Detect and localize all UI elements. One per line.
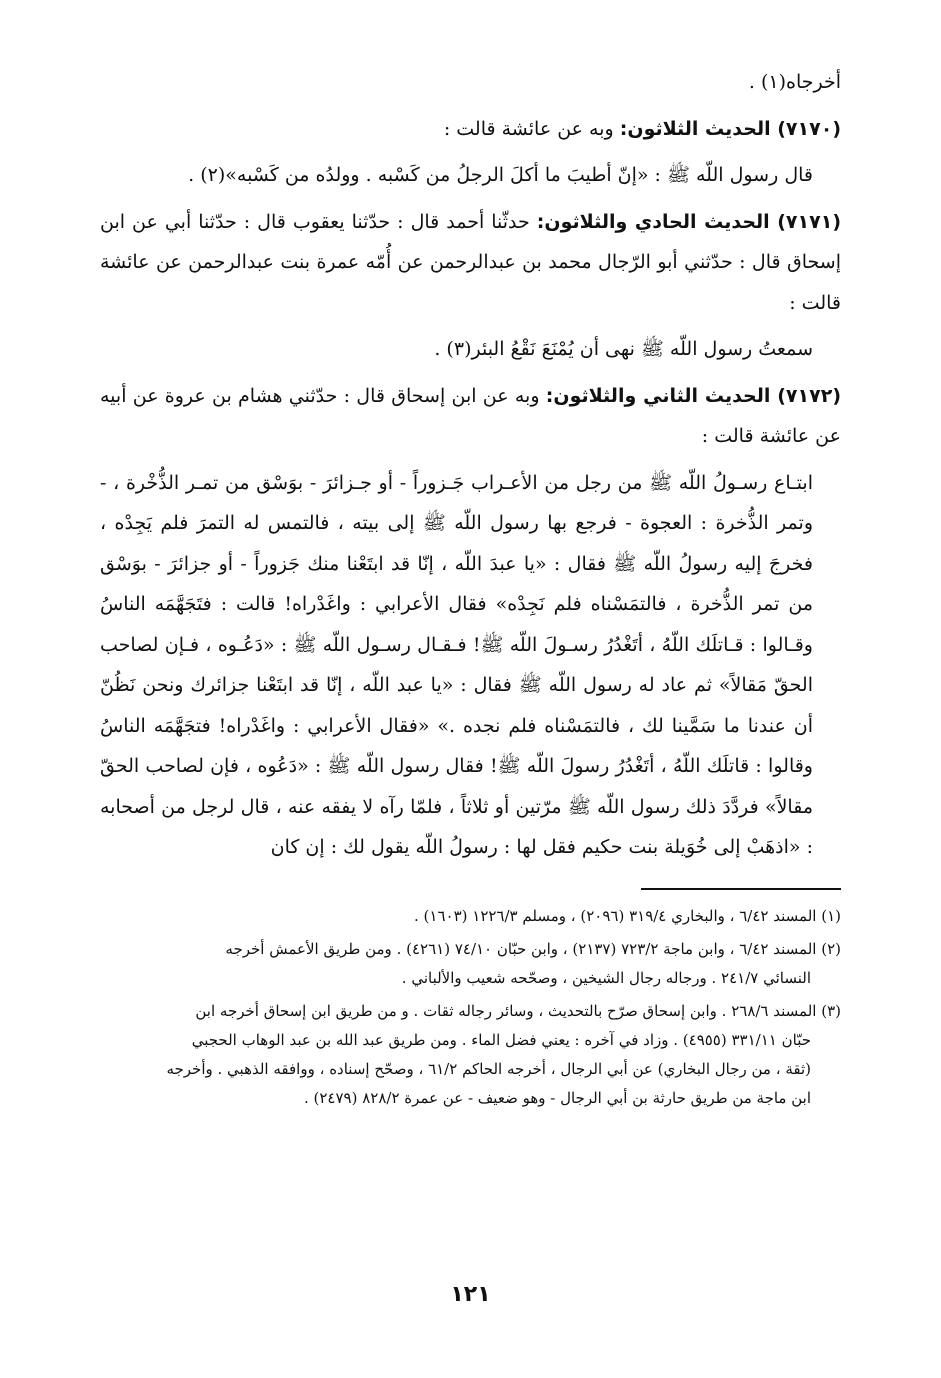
footnote-3-line-1: (٣) المسند ٢٦٨/٦ . وابن إسحاق صرّح بالتحديث ، وسائر رجاله ثقات . و من طريق ابن إسحاق أخرجه ابن: [195, 1001, 841, 1020]
hadith-7170-text: قال رسول اللّه ﷺ : «إنّ أطيبَ ما أكلَ الرجلُ من كَسْبه . وولدُه من كَسْبه»(٢) .: [188, 164, 813, 186]
page-number: ١٢١: [450, 1282, 491, 1307]
main-text: [100, 62, 841, 868]
footnote-2: [100, 935, 841, 993]
hadith-7171-text: سمعتُ رسول اللّه ﷺ نهى أن يُمْنَعَ نَقْعُ البئر(٣) .: [434, 338, 813, 360]
footnote-2-line-1: (٢) المسند ٦/٤٢ ، وابن ماجة ٧٢٣/٢ (٢١٣٧) ، وابن حبّان ٧٤/١٠ (٤٢٦١) . ومن طريق الأعمش أخرجه: [225, 939, 841, 958]
footnote-divider: [641, 888, 841, 890]
hadith-7171-heading: (٧١٧١) الحديث الحادي والثلاثون:: [536, 210, 841, 233]
continuation-line: أخرجاه(١) .: [748, 71, 841, 93]
hadith-7170-chain: وبه عن عائشة قالت :: [443, 117, 614, 140]
hadith-7172-text: ابتـاع رسـولُ اللّه ﷺ من رجل من الأعـراب جَـزوراً - أو جـزائرَ - بوَسْق من تمـر الذُّخْرة ، - وتمر الذُّخرة : العجوة - فرجع بها رسول اللّه ﷺ إلى بيته ، فالتمس له التمرَ فلم يَجِدْه ، فخرجَ إليه رسولُ اللّه ﷺ فقال : «يا عبدَ اللّه ، إنّا قد ابتَعْنا منك جَزوراً - أو جزائرَ - بوَسْق من تمر الذُّخرة ، فالتمَسْناه فلم نَجِدْه» فقال الأعرابي : واغَدْراه! قالت : فتَجَهَّمَه الناسُ وقـالوا : قـاتلَك اللّهُ ، أتَغْدُرُ رسـولَ اللّه ﷺ! فـقـال رسـول اللّه ﷺ : «دَعُـوه ، فـإن لصاحب الحقّ مَقالاً» ثم عاد له رسول اللّه ﷺ فقال : «يا عبد اللّه ، إنّا قد ابتَعْنا جزائرك ونحن نَظُنّ أن عندنا ما سَمَّينا لك ، فالتمَسْناه فلم نجده .» «فقال الأعرابي : واغَدْراه! فتجَهَّمَه الناسُ وقالوا : قاتلَك اللّهُ ، أتَغْدُرُ رسولَ اللّه ﷺ! فقال رسول اللّه ﷺ : «دَعُوه ، فإن لصاحب الحقّ مقالاً» فردَّدَ ذلك رسول اللّه ﷺ مرّتين أو ثلاثاً ، فلمّا رآه لا يفقه عنه ، قال لرجل من أصحابه : «اذهَبْ إلى خُوَيلة بنت حكيم فقل لها : رسولُ اللّه يقول لك : إن كان: [100, 471, 813, 858]
hadith-7171-chain: حدثّنا أحمد قال : حدّثنا يعقوب قال : حدّثنا أبي عن ابن إسحاق قال : حدّثني أبو الرّجال محمد بن عبدالرحمن عن أُمّه عمرة بنت عبدالرحمن عن عائشة قالت :: [100, 210, 841, 314]
hadith-7170: [100, 109, 841, 150]
footnote-3-line-4: ابن ماجة من طريق حارثة بن أبي الرجال - وهو ضعيف - عن عمرة ٨٢٨/٢ (٢٤٧٩) .: [303, 1088, 811, 1107]
footnotes: [100, 902, 841, 1113]
footnote-2-line-2: النسائي ٢٤١/٧ . ورجاله رجال الشيخين ، وصحّحه شعيب والألباني .: [401, 968, 811, 987]
hadith-7172: [100, 376, 841, 457]
hadith-7172-chain: وبه عن ابن إسحاق قال : حدّثني هشام بن عروة عن أبيه عن عائشة قالت :: [100, 384, 841, 447]
hadith-7171: [100, 202, 841, 324]
footnote-1: (١) المسند ٦/٤٢ ، والبخاري ٣١٩/٤ (٢٠٩٦) ، ومسلم ١٢٢٦/٣ (١٦٠٣) .: [414, 906, 841, 925]
hadith-7170-heading: (٧١٧٠) الحديث الثلاثون:: [619, 117, 841, 140]
footnote-3-line-3: (ثقة ، من رجال البخاري) عن أبي الرجال ، أخرجه الحاكم ٦١/٢ ، وصحّح إسناده ، ووافقه الذهبي . وأخرجه: [166, 1059, 811, 1078]
hadith-7172-heading: (٧١٧٢) الحديث الثاني والثلاثون:: [545, 384, 841, 407]
footnote-3-line-2: حبّان ٣٣١/١١ (٤٩٥٥) . وزاد في آخره : يعني فضل الماء . ومن طريق عبد الله بن عبد الوهاب الحجبي: [191, 1030, 811, 1049]
footnote-3: [100, 997, 841, 1113]
